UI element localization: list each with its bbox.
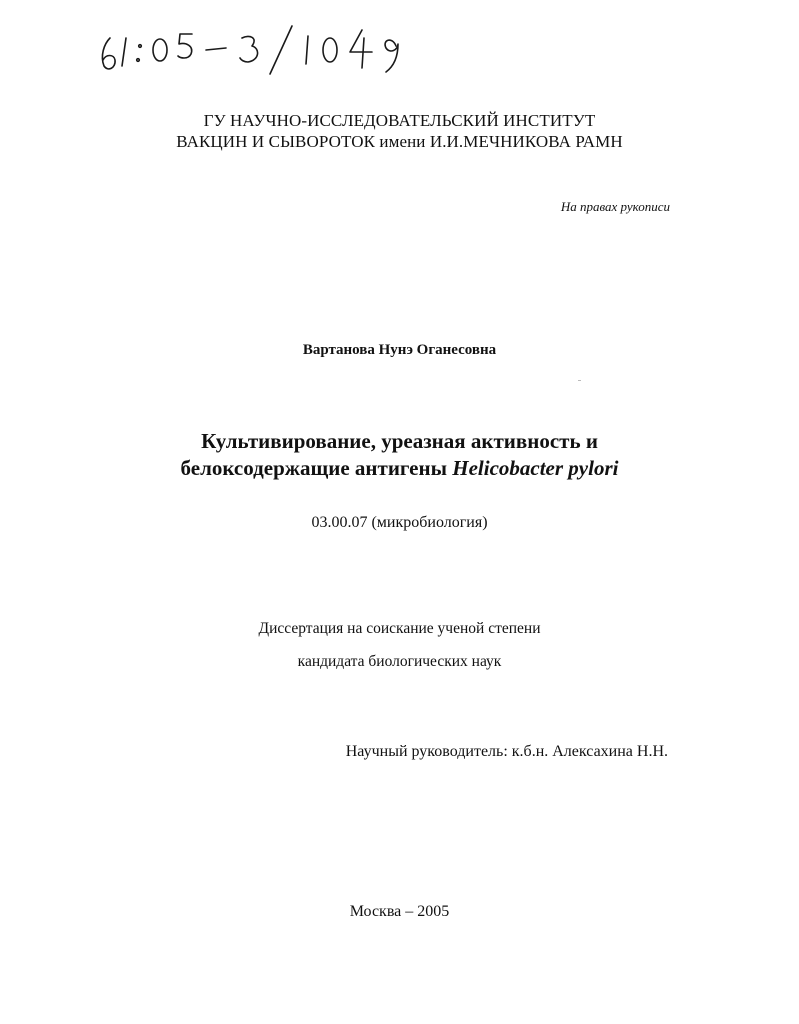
degree-line-1: Диссертация на соискание ученой степени	[258, 620, 541, 637]
handwritten-number-drawing	[96, 16, 436, 76]
degree-line-2: кандидата биологических наук	[297, 653, 502, 670]
scan-speck	[578, 380, 581, 381]
dissertation-title	[0, 428, 799, 482]
title-line-2	[0, 455, 799, 482]
institute-line-1: ГУ НАУЧНО-ИССЛЕДОВАТЕЛЬСКИЙ ИНСТИТУТ	[203, 111, 596, 130]
specialty-code: 03.00.07 (микробиология)	[311, 514, 488, 531]
institute-name	[0, 110, 799, 152]
city-year: Москва – 2005	[349, 903, 450, 920]
scientific-supervisor: Научный руководитель: к.б.н. Алексахина Н.Н.	[345, 743, 668, 760]
title-line-2-prefix: белоксодержащие антигены	[180, 456, 453, 480]
manuscript-rights-note: На правах рукописи	[560, 199, 670, 214]
title-species-name: Helicobacter pylori	[452, 456, 619, 480]
author-name: Вартанова Нунэ Оганесовна	[302, 342, 497, 358]
title-line-1: Культивирование, уреазная активность и	[201, 429, 598, 453]
institute-line-2: ВАКЦИН И СЫВОРОТОК имени И.И.МЕЧНИКОВА РАМН	[176, 132, 623, 151]
handwritten-catalog-number	[96, 16, 436, 76]
degree-statement	[0, 612, 799, 678]
